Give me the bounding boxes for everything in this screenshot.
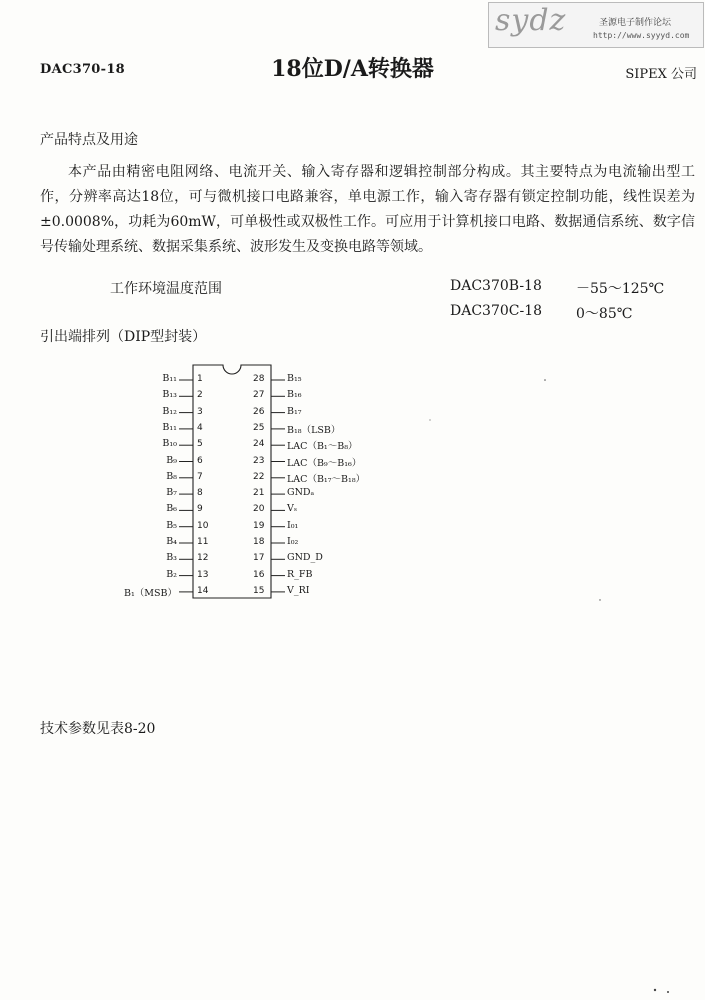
temp-model-c: DAC370C-18	[450, 303, 543, 319]
pin-label-6: B₉	[166, 454, 177, 466]
pin-leads	[179, 380, 285, 592]
pin-number-9: 9	[197, 504, 203, 515]
pin-label-18: I₀₂	[287, 536, 299, 547]
pin-number-16: 16	[253, 569, 265, 580]
pin-number-3: 3	[197, 406, 203, 417]
pin-number-10: 10	[197, 520, 209, 531]
pin-number-2: 2	[197, 390, 203, 401]
pin-label-11: B₄	[166, 536, 177, 547]
pin-number-18: 18	[253, 537, 265, 547]
pin-number-5: 5	[197, 439, 203, 450]
pin-label-28: B₁₅	[287, 373, 302, 384]
pin-number-4: 4	[197, 422, 203, 433]
pin-number-11: 11	[197, 537, 209, 547]
page-title: 18位D/A转换器	[271, 56, 434, 82]
pin-number-24: 24	[253, 439, 265, 450]
pin-number-15: 15	[253, 585, 265, 596]
pin-label-3: B₁₂	[162, 405, 177, 417]
pin-label-7: B₈	[166, 470, 177, 482]
watermark-mark: sydz	[495, 3, 567, 38]
watermark-url: http://www.syyyd.com	[593, 31, 690, 40]
pin-label-23: LAC（B₉～B₁₆）	[287, 457, 362, 469]
pin-number-8: 8	[197, 488, 203, 499]
pin-label-27: B₁₆	[287, 389, 302, 401]
pin-label-19: I₀₁	[287, 519, 299, 531]
pin-number-26: 26	[253, 406, 265, 417]
pin-label-21: GNDₐ	[287, 487, 315, 499]
temp-range-c: 0～85℃	[576, 306, 633, 322]
pin-label-16: R_FB	[287, 568, 313, 580]
pin-label-12: B₃	[166, 552, 177, 564]
pin-number-20: 20	[253, 504, 265, 515]
pin-label-15: V_RI	[287, 584, 310, 596]
pin-number-17: 17	[253, 553, 265, 564]
pin-label-4: B₁₁	[162, 421, 177, 433]
pin-number-28: 28	[253, 374, 265, 384]
pin-label-13: B₂	[166, 568, 177, 580]
pin-number-7: 7	[197, 471, 203, 482]
pin-number-13: 13	[197, 569, 209, 580]
watermark-name: 圣源电子制作论坛	[599, 18, 672, 28]
pin-number-14: 14	[197, 585, 209, 596]
pin-label-26: B₁₇	[287, 405, 302, 417]
temp-range-b: －55～125℃	[576, 281, 665, 297]
pin-label-25: B₁₈（LSB）	[287, 424, 341, 436]
pin-label-17: GND_D	[287, 552, 323, 564]
pin-number-6: 6	[197, 455, 203, 466]
pin-label-8: B₇	[166, 487, 177, 499]
pin-label-9: B₆	[166, 503, 177, 515]
spec-reference: 技术参数见表8-20	[40, 721, 156, 737]
pin-number-27: 27	[253, 390, 265, 401]
pin-number-21: 21	[253, 488, 265, 499]
pin-number-19: 19	[253, 520, 265, 531]
manufacturer: SIPEX 公司	[625, 67, 697, 82]
pin-label-5: B₁₀	[162, 438, 177, 450]
pin-label-14: B₁（MSB）	[123, 587, 177, 599]
temp-model-b: DAC370B-18	[450, 278, 542, 294]
pin-label-1: B₁₁	[162, 373, 177, 384]
pin-number-25: 25	[253, 422, 265, 433]
pin-label-2: B₁₃	[162, 389, 177, 401]
pin-label-22: LAC（B₁₇～B₁₈）	[287, 473, 366, 485]
pin-label-20: Vₛ	[287, 503, 298, 515]
pinout-heading: 引出端排列（DIP型封装）	[40, 329, 207, 345]
pin-number-12: 12	[197, 553, 209, 564]
model-number: DAC370-18	[40, 62, 126, 77]
pin-number-1: 1	[197, 374, 203, 384]
pin-number-22: 22	[253, 471, 265, 482]
temperature-label: 工作环境温度范围	[110, 281, 222, 297]
features-heading: 产品特点及用途	[40, 132, 138, 148]
features-paragraph: 本产品由精密电阻网络、电流开关、输入寄存器和逻辑控制部分构成。其主要特点为电流输出型工作，分辨率高达18位，可与微机接口电路兼容，单电源工作，输入寄存器有锁定控制功能，线性误差为±0.0008%，功耗为60mW，可单极性或双极性工作。可应用于计算机接口电路、数据通信系统、数字信号传输处理系统、数据采集系统、波形发生及变换电路等领域。	[40, 164, 695, 255]
pin-number-23: 23	[253, 455, 265, 466]
pin-label-10: B₅	[166, 519, 177, 531]
pin-label-24: LAC（B₁～B₈）	[287, 441, 358, 453]
